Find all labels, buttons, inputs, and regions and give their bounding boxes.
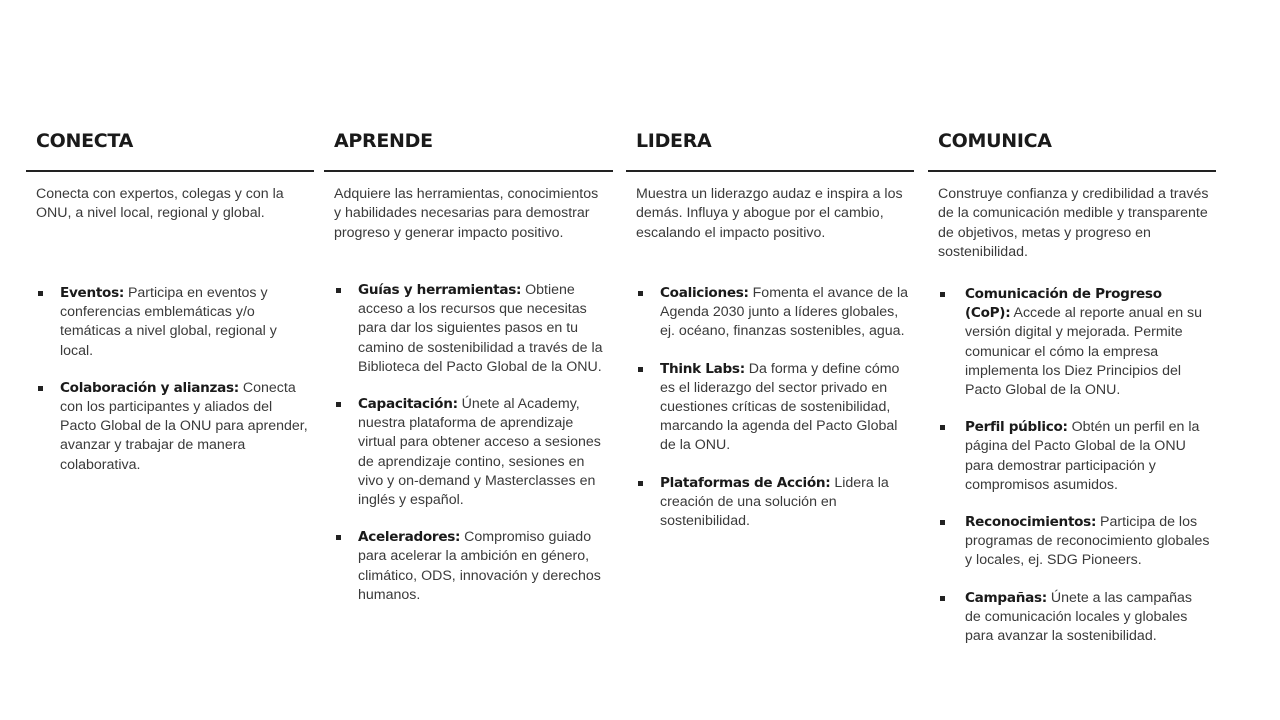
list-item [928,418,1210,495]
item-text: Da forma y define cómo es el liderazgo del sector privado en cuestiones críticas de sostenibilidad, marcando la agenda del Pacto Global de la ONU. [660,360,900,454]
column-title: CONECTA [36,130,134,152]
item-heading: Capacitación: [358,396,458,413]
item-heading: Aceleradores: [358,529,461,546]
item-text: Conecta con los participantes y aliados del Pacto Global de la ONU para aprender, avanzar y trabajar de manera colaborativa. [60,379,308,473]
column-description: Construye confianza y credibilidad a través de la comunicación medible y transparente de objetivos, metas y progreso en sostenibilidad. [938,186,1209,260]
column-title: APRENDE [334,130,433,152]
item-heading: Think Labs: [660,360,745,377]
list-item [324,395,607,510]
item-heading: Coaliciones: [660,285,749,301]
column-description: Conecta con expertos, colegas y con la ONU, a nivel local, regional y global. [36,186,284,222]
column-lidera [626,0,914,720]
list-item [324,281,607,377]
column-list [324,281,607,623]
item-text: Lidera la creación de una solución en sostenibilidad. [660,474,889,530]
column-divider [626,170,914,172]
list-item [626,360,908,456]
item-heading: Comunicación de Progreso (CoP): [965,286,1162,322]
column-aprende [324,0,613,720]
item-heading: Perfil público: [965,419,1068,436]
item-text: Únete al Academy, nuestra plataforma de aprendizaje virtual para obtener acceso a sesiones de aprendizaje contino, sesiones en vivo y on-demand y Masterclasses en inglés y español. [358,396,601,509]
item-heading: Guías y herramientas: [358,282,522,298]
item-text: Compromiso guiado para acelerar la ambición en género, climático, ODS, innovación y derechos humanos. [358,529,601,603]
column-description: Muestra un liderazgo audaz e inspira a los demás. Influya y abogue por el cambio, escalando el impacto positivo. [636,186,903,241]
column-list [928,285,1210,664]
column-list [626,284,908,549]
list-item [928,589,1210,647]
list-item [928,513,1210,571]
item-text: Únete a las campañas de comunicación locales y globales para avanzar la sostenibilidad. [965,589,1193,645]
item-heading: Plataformas de Acción: [660,474,831,491]
item-text: Participa en eventos y conferencias emblemáticas y/o temáticas a nivel global, regional y local. [60,285,277,359]
list-item [324,528,607,605]
column-comunica [928,0,1216,720]
column-title: COMUNICA [938,130,1052,152]
column-list [26,284,308,493]
item-heading: Colaboración y alianzas: [60,379,239,396]
column-divider [324,170,613,172]
list-item [626,474,908,532]
item-text: Participa de los programas de reconocimiento globales y locales, ej. SDG Pioneers. [965,514,1210,569]
item-text: Obtén un perfil en la página del Pacto Global de la ONU para demostrar participación y compromisos asumidos. [965,419,1200,493]
column-description: Adquiere las herramientas, conocimientos y habilidades necesarias para demostrar progreso y generar impacto positivo. [334,186,599,241]
column-divider [26,170,314,172]
list-item [26,379,308,475]
item-text: Fomenta el avance de la Agenda 2030 junto a líderes globales, ej. océano, finanzas sostenibles, agua. [660,285,909,340]
item-heading: Eventos: [60,285,125,301]
list-item [626,284,908,342]
list-item [26,284,308,361]
list-item [928,285,1210,400]
column-conecta [26,0,314,720]
column-title: LIDERA [636,130,712,152]
column-divider [928,170,1216,172]
item-text: Accede al reporte anual en su versión digital y mejorada. Permite comunicar el cómo la empresa implementa los Diez Principios del Pacto Global de la ONU. [965,305,1203,399]
item-heading: Reconocimientos: [965,514,1097,531]
item-text: Obtiene acceso a los recursos que necesitas para dar los siguientes pasos en tu camino de sostenibilidad a través de la Biblioteca del Pacto Global de la ONU. [358,282,603,375]
item-heading: Campañas: [965,589,1047,606]
